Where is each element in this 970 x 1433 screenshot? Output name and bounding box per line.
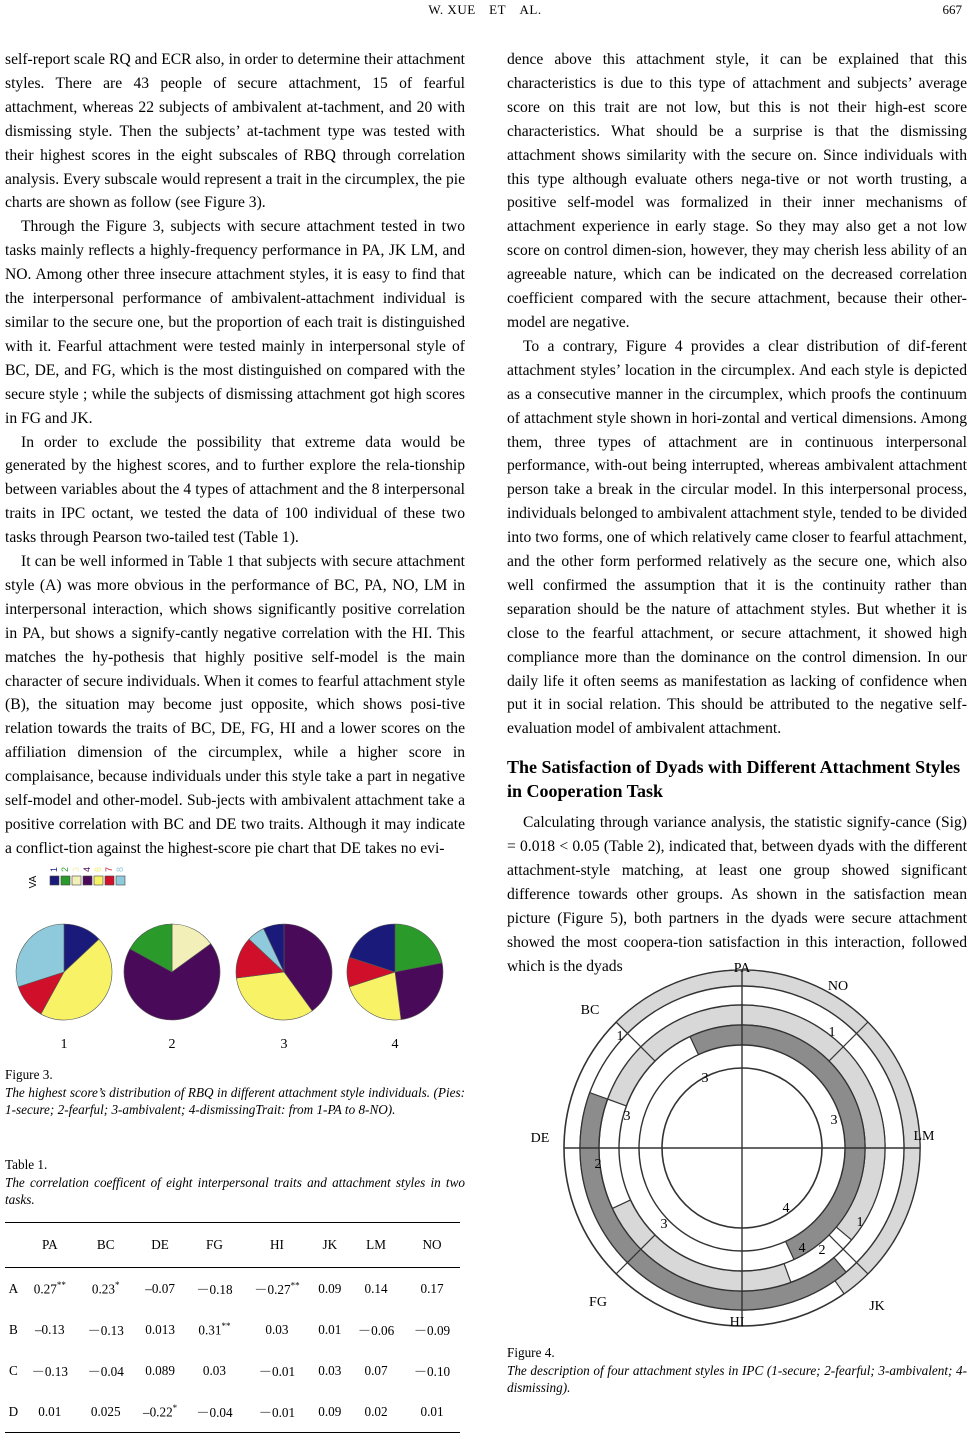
legend-swatch <box>72 876 81 885</box>
table-cell: 0.01 <box>22 1391 78 1433</box>
paragraph: self-report scale RQ and ECR also, in order to determine their attachment styles. There are 43 people of secure attachment, 15 of fearful attachment, whereas 22 subjects of ambivalent at-tachment, and 20 with dismissing style. Then the subjects’ at-tachment type was tested with their highest scores in the eight subscales of RBQ through correlation analysis. Every subscale would represent a trait in the circumplex, the pie charts are shown as follow (see Figure 3). <box>5 51 465 212</box>
octant-label: LM <box>913 1129 935 1144</box>
table-header-cell: DE <box>134 1223 187 1268</box>
ring-number: 3 <box>660 1217 668 1232</box>
table-cell: A <box>8 1280 19 1296</box>
page-header <box>0 0 970 24</box>
legend-label: 2 <box>60 866 70 872</box>
table-cell: －0.04 <box>87 1364 124 1379</box>
table-header-cell: HI <box>242 1223 311 1268</box>
figure-3-label: Figure 3. <box>5 1067 53 1082</box>
table-header-cell: PA <box>22 1223 78 1268</box>
ring-number: 1 <box>616 1029 624 1044</box>
table-cell: 0.14 <box>364 1280 388 1296</box>
pie-label: 2 <box>168 1037 176 1052</box>
legend-label: 6 <box>93 866 103 872</box>
table-row <box>5 1391 460 1433</box>
paragraph: dence above this attachment style, it can be explained that this characteristics is due to this type of attachment and subjects’ average score on this trait are not low, but this is not their high-est score characteristics. What should be a surprise is that the dismissing attachment shows similarity with the secure on. Since individuals with this type although evaluate others nega-tive or not worth trusting, a positive self-model was formalized in their inner mechanisms of attachment experience in early stage. So they may also get a not low score on control dimen-sion, however, they may cherish less ability of an agreeable nature, which can be indicated on the decreased correlation coefficient compared with the secure attachment, because their other-model are negative. <box>507 51 967 331</box>
table-row <box>5 1309 460 1350</box>
ring-number: 3 <box>623 1109 631 1124</box>
legend-swatch <box>50 876 59 885</box>
table-cell: 0.01 <box>318 1321 342 1337</box>
octant-label: HI <box>729 1315 745 1330</box>
table-cell: 0.013 <box>145 1321 175 1337</box>
table-cell: 0.31** <box>198 1320 231 1338</box>
table-cell: 0.03 <box>202 1362 226 1378</box>
table-cell: －0.06 <box>357 1323 395 1338</box>
octant-label: JK <box>869 1299 885 1314</box>
table-row <box>5 1350 460 1391</box>
legend-label: 1 <box>49 866 59 872</box>
table-header-cell: JK <box>311 1223 348 1268</box>
paragraph: In order to exclude the possibility that extreme data would be generated by the highest scores, and to further explore the rela-tionship between variables about the 4 types of attachment and the 8 interpersonal traits in IPC octant, we tested the data of 100 individual of these two tasks through Pearson two-tailed test (Table 1). <box>5 433 465 547</box>
table-header-cell: BC <box>78 1223 134 1268</box>
figure-3-caption-text: The highest score’s distribution of RBQ in different attachment style individuals. (Pies: 1-secure; 2-fearful; 3-ambivalent; 4-dismissingTrait: from 1-PA to 8-NO). <box>5 1084 465 1117</box>
table-cell: 0.089 <box>145 1362 175 1378</box>
paragraph: It can be well informed in Table 1 that subjects with secure attachment style (A) was more obvious in the performance of BC, PA, NO, LM in interpersonal interaction, which shows significantly positive correlation in PA, but shows a signify-cantly negative correlation with the HI. This matches the hy-pothesis that highly positive self-model is the main character of secure individuals. When it comes to fearful attachment style (B), the situation may become just opposite, which shows posi-tive relation towards the traits of BC, DE, FG, HI and a lower scores on the affiliation dimension of the circumplex, while a higher score in complaisance, because individuals under this style take a part in negative self-model and other-model. Sub-jects with ambivalent attachment take a positive correlation with BC and DE two traits. Although it may indicate a conflict-tion against the highest-score pie chart that DE takes no evi- <box>5 553 465 857</box>
legend-swatch <box>94 876 103 885</box>
ring-number: 4 <box>798 1241 806 1256</box>
table-cell: –0.22* <box>134 1391 187 1433</box>
table-cell: –0.13 <box>34 1321 65 1337</box>
table-cell: 0.17 <box>420 1280 444 1296</box>
ring-number: 1 <box>828 1025 836 1040</box>
section-heading: The Satisfaction of Dyads with Different Attachment Styles in Cooperation Task <box>507 757 961 802</box>
octant-label: NO <box>827 979 849 994</box>
ring-number: 3 <box>830 1113 838 1128</box>
paragraph: Calculating through variance analysis, the statistic signify-cance (Sig) = 0.018 < 0.05 (Table 2), indicated that, between dyads with the different attachment-style matching, at least one group showed significant difference towards other groups. As shown in the satisfaction mean picture (Figure 5), both partners in the dyads were secure attachment showed the most coopera-tion satisfaction in this interaction, followed which is the dyads <box>507 814 967 975</box>
table-header-cell: FG <box>187 1223 243 1268</box>
table-cell: －0.09 <box>413 1323 451 1338</box>
legend-label: 3 <box>71 866 81 872</box>
table-cell: 0.23* <box>91 1279 120 1297</box>
left-column <box>5 48 465 861</box>
running-title: W. XUE ET AL. <box>428 2 542 17</box>
table-1-caption <box>5 1156 465 1209</box>
figure-3-pie-charts <box>10 862 458 1062</box>
table-cell: －0.27** <box>254 1280 300 1297</box>
table-cell: 0.09 <box>318 1280 342 1296</box>
octant-label: DE <box>530 1131 550 1146</box>
table-cell: 0.27** <box>33 1279 66 1297</box>
figure-3-caption <box>5 1066 465 1119</box>
table-cell: －0.01 <box>242 1391 311 1433</box>
right-column <box>507 48 967 979</box>
paragraph: Through the Figure 3, subjects with secure attachment tested in two tasks mainly reflects a highly-frequency performance in PA, JK LM, and NO. Among other three insecure attachment styles, it is easy to find that the interpersonal performance of ambivalent-attachment individual is similar to the secure one, but the proportion of each trait is distinguished with it. Fearful attachment were tested mainly in interpersonal style of BC, DE, and FG, which is the most distinguished on compared with the secure style ; while the subjects of dismissing attachment got high scores in FG and JK. <box>5 218 465 427</box>
table-cell: –0.07 <box>145 1280 175 1296</box>
table-cell: B <box>9 1321 18 1337</box>
table-cell: 0.09 <box>311 1391 348 1433</box>
ring-number: 2 <box>594 1157 602 1172</box>
table-cell: －0.13 <box>87 1323 124 1338</box>
table-cell: －0.18 <box>196 1282 233 1297</box>
legend-swatch <box>116 876 125 885</box>
legend-swatch <box>83 876 92 885</box>
table-1-caption-text: The correlation coefficent of eight interpersonal traits and attachment styles in two tasks. <box>5 1174 465 1207</box>
figure-4-circumplex <box>522 958 962 1338</box>
table-header-cell: LM <box>348 1223 404 1268</box>
legend-label: 7 <box>104 866 114 872</box>
pie-label: 3 <box>280 1037 288 1052</box>
ring-number: 1 <box>856 1215 864 1230</box>
table-1 <box>5 1222 460 1433</box>
table-cell: 0.025 <box>78 1391 134 1433</box>
legend-label: 8 <box>115 866 125 872</box>
legend-label: 4 <box>82 866 92 872</box>
octant-label: BC <box>580 1003 600 1018</box>
page-number: 667 <box>942 2 962 17</box>
ring-number: 2 <box>818 1243 826 1258</box>
legend-title: VA <box>28 875 39 889</box>
table-1-label: Table 1. <box>5 1157 48 1172</box>
table-cell: 0.03 <box>318 1362 342 1378</box>
table-cell: －0.04 <box>187 1391 243 1433</box>
ring-number: 4 <box>782 1201 790 1216</box>
table-cell: 0.02 <box>348 1391 404 1433</box>
ring-number: 3 <box>701 1071 709 1086</box>
table-cell: D <box>5 1391 22 1433</box>
paragraph: To a contrary, Figure 4 provides a clear distribution of dif-ferent attachment styles’ location in the circumplex. And each style is depicted as a consecutive manner in the circumplex, which proofs the continuum of attachment style shown in hori-zontal and vertical dimensions. Among them, three types of attachment are in continuous interpersonal performance, with-out being interrupted, whereas ambivalent attachment person take a break in the circular model. In this interpersonal process, individuals belonged to ambivalent attachment style, tended to be divided into two forms, one of which relatively came closer to fearful attachment, and the other form performed relatively as the secure one, which also well confirmed the assumption that it is the continuity rather than separation should be the nature of attachment styles. But whether it is close to the fearful attachment, or secure attachment, it showed high compliance more than the dominance on the control dimension. In our daily life it often seems as manifestation as lacking of confidence when put it in social relation. This should be attributed to the negative self-evaluation model of ambivalent attachment. <box>507 337 967 738</box>
octant-label: PA <box>733 961 751 976</box>
table-cell: 0.07 <box>364 1362 388 1378</box>
table-cell: 0.01 <box>404 1391 460 1433</box>
legend-swatch <box>61 876 70 885</box>
table-header-cell: NO <box>404 1223 460 1268</box>
figure-4-caption-text: The description of four attachment styles in IPC (1-secure; 2-fearful; 3-ambivalent; 4-dismissing). <box>507 1362 967 1395</box>
pie-label: 4 <box>391 1037 399 1052</box>
table-row <box>5 1268 460 1310</box>
figure-4-caption <box>507 1344 967 1397</box>
table-cell: C <box>9 1362 18 1378</box>
table-cell: －0.10 <box>413 1364 451 1379</box>
table-cell: 0.03 <box>265 1321 289 1337</box>
octant-label: FG <box>589 1295 607 1310</box>
pie-label: 1 <box>60 1037 68 1052</box>
table-cell: －0.13 <box>31 1364 68 1379</box>
legend-swatch <box>105 876 114 885</box>
table-header-cell <box>5 1223 22 1268</box>
figure-4-label: Figure 4. <box>507 1345 555 1360</box>
table-cell: －0.01 <box>258 1364 296 1379</box>
